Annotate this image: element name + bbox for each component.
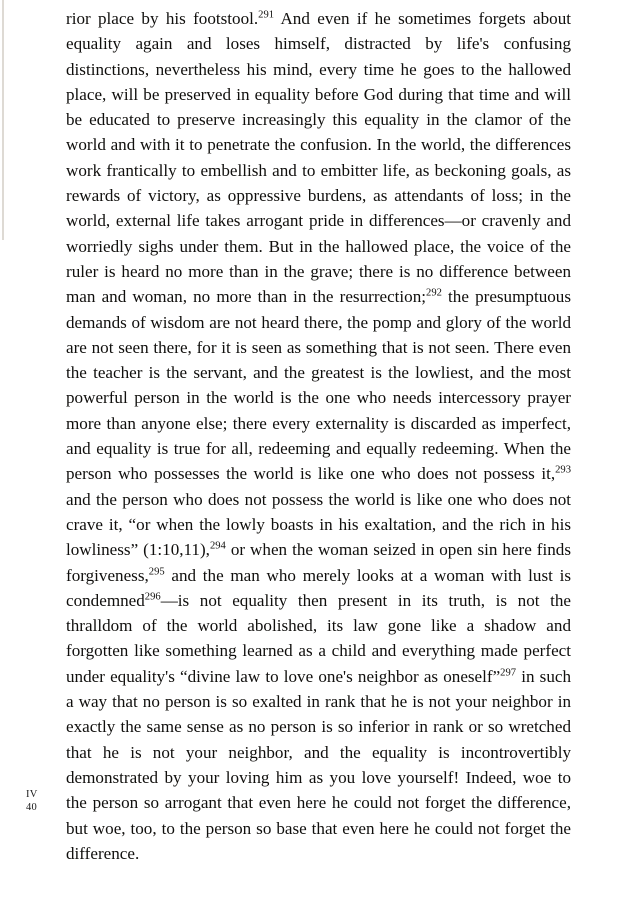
body-text	[66, 6, 571, 866]
body-paragraph: rior place by his footstool.$^{291}$ And even if he sometimes forgets about equality again and loses himself, distracted by life's confusing distinctions, nevertheless his mind, every time he goes to the hallowed place, will be preserved in equality before God during that time and will be educated to preserve increasingly this equality in the clamor of the world and with it to penetrate the confusion. In the world, the differences work frantically to embellish and to embitter life, as beckoning goals, as rewards of victory, as oppressive burdens, as attendants of loss; in the world, external life takes arrogant pride in differences—or cravenly and worriedly sighs under them. But in the hallowed place, the voice of the ruler is heard no more than in the grave; there is no difference between man and woman, no more than in the resurrection;$^{292}$ the presumptuous demands of wisdom are not heard there, the pomp and glory of the world are not seen there, for it is seen as something that is not seen. There even the teacher is the servant, and the greatest is the lowliest, and the most powerful person in the world is the one who needs intercessory prayer more than anyone else; there every externality is discarded as imperfect, and equality is true for all, redeeming and equally redeeming. When the person who possesses the world is like one who does not possess it,$^{293}$ and the person who does not possess the world is like one who does not crave it, “or when the lowly boasts in his exaltation, and the rich in his lowliness” (1:10,11),$^{294}$ or when the woman seized in open sin here finds forgiveness,$^{295}$ and the man who merely looks at a woman with lust is condemned$^{296}$—is not equality then present in its truth, is not the thralldom of the world abolished, its law gone like a shadow and forgotten like something learned as a child and everything made perfect under equality's “divine law to love one's neighbor as oneself”$^{297}$ in such a way that no person is so exalted in rank that he is not your neighbor in exactly the same sense as no person is so inferior in rank or so wretched that he is not your neighbor, and the equality is incontrovertibly demonstrated by your loving him as you love yourself! Indeed, woe to the person so arrogant that even here he could not forget the difference, but woe, too, to the person so base that even here he could not forget the difference.	[66, 9, 571, 863]
margin-note-volume: IV	[26, 789, 38, 800]
margin-note-page-number: 40	[26, 802, 38, 813]
page-gutter-rule	[2, 0, 4, 240]
margin-note	[26, 788, 60, 814]
